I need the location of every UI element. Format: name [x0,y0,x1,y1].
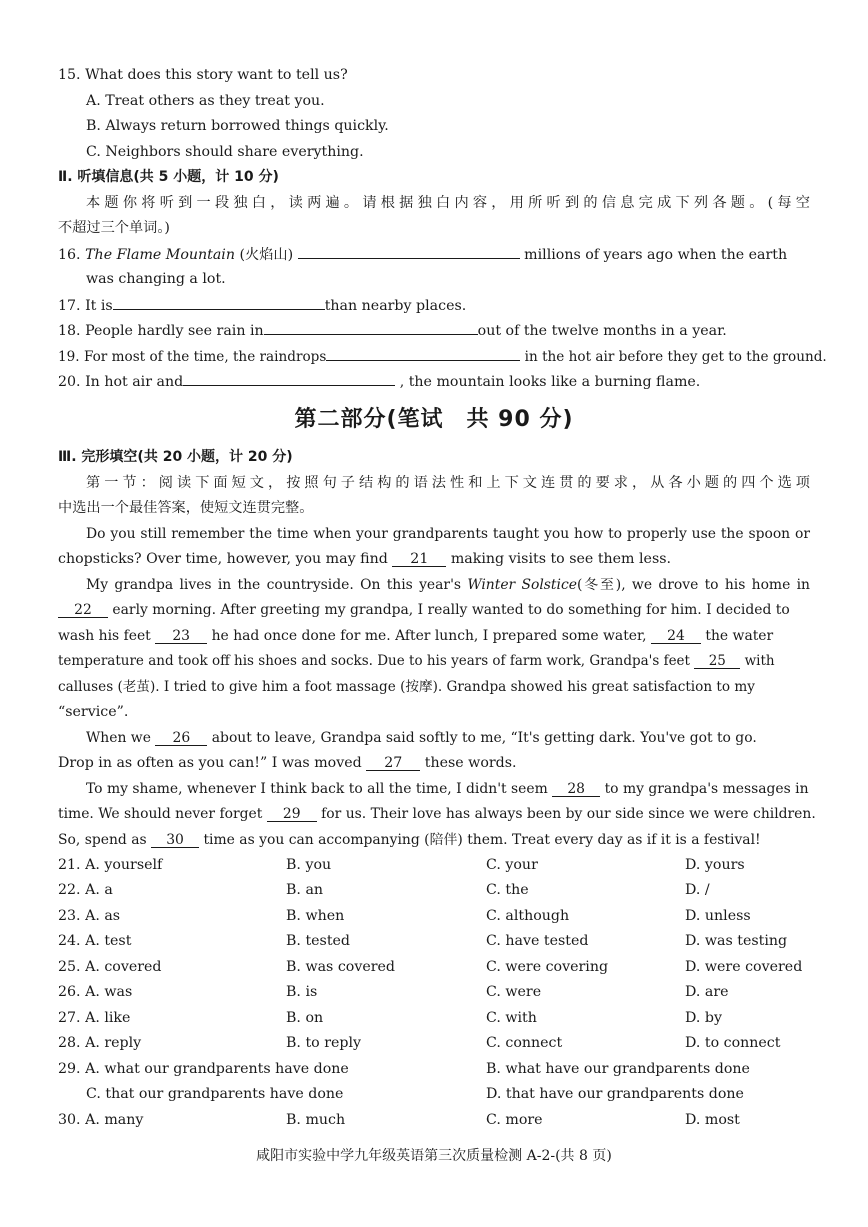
section3-instruction-cont: 中选出一个最佳答案，使短文连贯完整。 [58,500,314,516]
blank-28[interactable]: 28 [552,779,600,797]
q19-blank[interactable] [326,343,520,361]
blank-29[interactable]: 29 [267,804,317,822]
passage-text: with [744,653,775,669]
passage-text: time. We should never forget [58,806,263,822]
q16-cont: was changing a lot. [86,271,226,287]
option-d[interactable]: D. most [685,1112,740,1128]
passage-p4-line3 [58,827,810,853]
option-d[interactable]: D. to connect [685,1035,781,1051]
passage-p2-line5: calluses (老茧). I tried to give him a foot massage (按摩). Grandpa showed his great satisfaction to my [58,679,755,695]
options-26 [58,979,810,1005]
option-c[interactable]: C. that our grandparents have done [86,1086,344,1102]
q20 [58,368,810,395]
option-d[interactable]: D. / [685,882,710,898]
q16-chinese: (火焰山) [239,247,294,263]
q16-blank[interactable] [298,241,520,259]
options-27 [58,1005,810,1031]
option-a[interactable]: 23. A. as [58,908,121,924]
option-c[interactable]: C. the [486,882,529,898]
option-a[interactable]: 30. A. many [58,1112,144,1128]
section2-instruction: 本题你将听到一段独白，读两遍。请根据独白内容，用所听到的信息完成下列各题。(每空 [86,195,810,211]
passage-italic-term: Winter Solstice [467,577,577,593]
option-b[interactable]: B. tested [286,933,351,949]
q20-post: , the mountain looks like a burning flame. [399,374,701,390]
option-d[interactable]: D. are [685,984,729,1000]
q19 [58,343,827,370]
option-d[interactable]: D. that have our grandparents done [486,1086,744,1102]
option-b[interactable]: B. is [286,984,318,1000]
blank-24[interactable]: 24 [651,626,701,644]
blank-30[interactable]: 30 [151,830,199,848]
passage-text: to my grandpa's messages in [604,781,809,797]
options-22 [58,877,810,903]
option-c[interactable]: C. have tested [486,933,589,949]
option-c[interactable]: C. with [486,1010,537,1026]
section3-heading: Ⅲ. 完形填空(共 20 小题，计 20 分) [58,449,293,465]
options-24 [58,928,810,954]
passage-text: Drop in as often as you can!” I was moved [58,755,362,771]
q15-option-a: A. Treat others as they treat you. [86,93,325,109]
option-a[interactable]: 22. A. a [58,882,113,898]
passage-p4-line1 [86,776,810,802]
option-b[interactable]: B. you [286,857,332,873]
option-a[interactable]: 28. A. reply [58,1035,142,1051]
q18 [58,317,810,344]
passage-p1-line1: Do you still remember the time when your grandparents taught you how to properly use the spoon or [86,526,810,542]
option-d[interactable]: D. by [685,1010,722,1026]
section2-instruction-cont: 不超过三个单词。) [58,220,170,236]
q18-post: out of the twelve months in a year. [477,323,727,339]
passage-text: To my shame, whenever I think back to all the time, I didn't seem [86,781,548,797]
option-d[interactable]: D. was testing [685,933,788,949]
option-c[interactable]: C. were covering [486,959,609,975]
option-c[interactable]: C. were [486,984,542,1000]
option-a[interactable]: 21. A. yourself [58,857,163,873]
option-a[interactable]: 27. A. like [58,1010,131,1026]
q20-blank[interactable] [183,368,395,386]
passage-p3-line2 [58,750,810,776]
q17-post: than nearby places. [324,298,467,314]
q15-option-c: C. Neighbors should share everything. [86,144,364,160]
option-c[interactable]: C. your [486,857,538,873]
passage-p1-line2 [58,546,810,572]
blank-23[interactable]: 23 [155,626,207,644]
option-d[interactable]: D. were covered [685,959,803,975]
q15-option-b: B. Always return borrowed things quickly. [86,118,389,134]
passage-text: early morning. After greeting my grandpa, I really wanted to do something for him. I decided to [112,602,790,618]
passage-text: temperature and took off his shoes and socks. Due to his years of farm work, Grandpa's feet [58,653,690,669]
passage-p2-line1 [86,572,810,598]
passage-text: My grandpa lives in the countryside. On this year's [86,577,462,593]
q17-pre: 17. It is [58,298,113,314]
blank-27[interactable]: 27 [366,753,420,771]
q16-text: millions of years ago when the earth [524,247,788,263]
q19-post: in the hot air before they get to the ground. [524,349,827,365]
option-c[interactable]: C. connect [486,1035,563,1051]
option-b[interactable]: B. when [286,908,345,924]
option-a[interactable]: 29. A. what our grandparents have done [58,1061,349,1077]
blank-25[interactable]: 25 [694,651,740,669]
options-28 [58,1030,810,1056]
blank-21[interactable]: 21 [392,549,446,567]
q19-pre: 19. For most of the time, the raindrops [58,349,327,365]
section2-heading: Ⅱ. 听填信息(共 5 小题，计 10 分) [58,169,279,185]
passage-text: When we [86,730,151,746]
options-25 [58,954,810,980]
passage-p2-line2 [58,597,810,623]
option-b[interactable]: B. what have our grandparents done [486,1061,750,1077]
option-a[interactable]: 26. A. was [58,984,133,1000]
passage-text: So, spend as [58,832,147,848]
q15-stem: 15. What does this story want to tell us? [58,67,348,83]
option-b[interactable]: B. an [286,882,324,898]
passage-p2-line3 [58,623,810,649]
passage-text: making visits to see them less. [450,551,672,567]
option-a[interactable]: 25. A. covered [58,959,162,975]
option-d[interactable]: D. unless [685,908,751,924]
option-b[interactable]: B. much [286,1112,346,1128]
passage-text: the water [705,628,774,644]
section3-instruction: 第一节：阅读下面短文，按照句子结构的语法性和上下文连贯的要求，从各小题的四个选项 [86,475,810,491]
options-23 [58,903,810,929]
passage-p3-line1 [86,725,810,751]
passage-p4-line2 [58,801,816,827]
passage-text: these words. [424,755,517,771]
q20-pre: 20. In hot air and [58,374,184,390]
passage-text: wash his feet [58,628,151,644]
blank-26[interactable]: 26 [155,728,207,746]
option-a[interactable]: 24. A. test [58,933,132,949]
option-c[interactable]: C. although [486,908,570,924]
q16 [58,241,810,268]
q16-number: 16. [58,247,81,263]
passage-text: (冬至), we drove to his home in [576,577,811,593]
part2-title: 第二部分(笔试 共 90 分) [294,407,574,432]
passage-text: about to leave, Grandpa said softly to me, “It's getting dark. You've got to go. [211,730,757,746]
q17 [58,292,810,319]
q16-title: The Flame Mountain [85,247,235,263]
options-30 [58,1107,810,1133]
options-29-row2 [58,1081,810,1107]
option-b[interactable]: B. to reply [286,1035,362,1051]
q17-blank[interactable] [113,292,325,310]
blank-22[interactable]: 22 [58,600,108,618]
passage-text: time as you can accompanying (陪伴) them. Treat every day as if it is a festival! [203,832,761,848]
passage-p2-line4 [58,648,810,674]
q18-pre: 18. People hardly see rain in [58,323,264,339]
option-b[interactable]: B. was covered [286,959,395,975]
options-29-row1 [58,1056,810,1082]
option-d[interactable]: D. yours [685,857,745,873]
passage-text: chopsticks? Over time, however, you may find [58,551,388,567]
options-21 [58,852,810,878]
passage-p2-line6: “service”. [58,704,129,720]
passage-text: he had once done for me. After lunch, I prepared some water, [211,628,647,644]
option-b[interactable]: B. on [286,1010,324,1026]
passage-text: for us. Their love has always been by our side since we were children. [321,806,816,822]
option-c[interactable]: C. more [486,1112,543,1128]
page-footer: 咸阳市实验中学九年级英语第三次质量检测 A-2-(共 8 页) [256,1148,612,1164]
q18-blank[interactable] [264,317,478,335]
